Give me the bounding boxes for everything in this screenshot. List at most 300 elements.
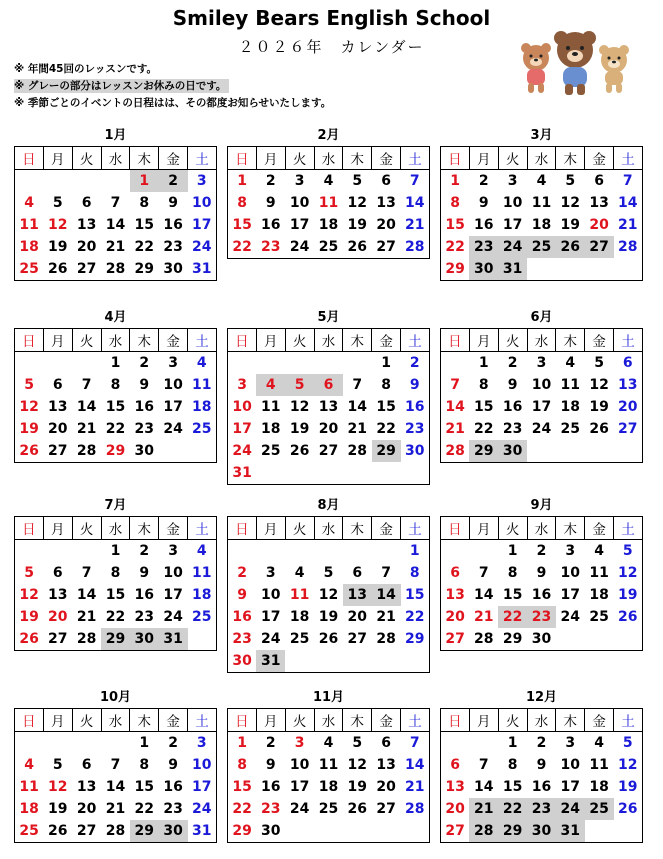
day-cell: 30 [130,628,159,651]
day-cell: 6 [594,173,605,189]
day-cell: 25 [314,236,343,259]
bear-middle-icon [554,31,596,95]
day-cell: 16 [134,587,155,603]
empty-cell [585,440,614,463]
day-cell: 14 [105,217,126,233]
day-cell: 24 [188,236,217,258]
empty-cell [101,170,130,193]
weekday-header: 火 [285,147,314,170]
weekday-header: 水 [527,147,556,170]
weekday-header: 月 [469,517,498,540]
day-cell: 22 [441,236,470,258]
week-row [15,192,217,214]
empty-cell [441,352,470,375]
day-cell: 15 [134,217,155,233]
day-cell: 24 [163,421,183,437]
day-cell: 11 [188,374,217,396]
week-row [15,236,217,258]
day-cell: 12 [15,396,44,418]
week-row [228,628,430,650]
day-cell: 25 [261,443,281,459]
week-row [441,236,643,258]
day-cell: 16 [531,587,552,603]
day-cell: 13 [343,584,372,606]
day-cell: 6 [381,735,392,751]
day-cell: 20 [347,609,368,625]
empty-cell [285,462,314,485]
week-row [441,584,643,606]
day-cell: 23 [527,798,556,820]
weekday-header: 火 [285,709,314,732]
day-cell: 17 [289,217,310,233]
day-cell: 18 [318,779,339,795]
empty-cell [43,540,72,563]
day-cell: 16 [163,217,183,233]
day-cell: 17 [163,587,183,603]
day-cell: 13 [441,776,470,798]
day-cell: 17 [188,214,217,236]
weekday-header: 日 [441,329,470,352]
day-cell: 5 [285,374,314,396]
day-cell: 14 [76,587,97,603]
day-cell: 20 [441,798,470,820]
day-cell: 30 [130,440,159,463]
day-cell: 31 [188,258,217,281]
day-cell: 6 [441,754,470,776]
day-cell: 9 [228,584,257,606]
day-cell: 6 [381,173,392,189]
day-cell: 3 [168,543,179,559]
weekday-header: 日 [15,517,44,540]
day-cell: 20 [376,217,396,233]
weekday-header: 土 [614,709,643,732]
day-cell: 15 [228,214,257,236]
weekday-header: 水 [314,329,343,352]
day-cell: 2 [265,173,276,189]
weekday-header: 木 [130,517,159,540]
empty-cell [401,820,430,843]
day-cell: 31 [256,650,285,673]
day-cell: 30 [527,628,556,651]
day-cell: 4 [594,735,605,751]
day-cell: 10 [502,195,523,211]
week-row [441,192,643,214]
day-cell: 29 [101,440,130,463]
empty-cell [441,540,470,563]
week-row [228,776,430,798]
day-cell: 26 [15,440,44,463]
day-cell: 17 [502,217,523,233]
day-cell: 26 [347,801,368,817]
day-cell: 24 [289,801,310,817]
day-cell: 23 [256,236,285,259]
day-cell: 14 [614,192,643,214]
weekday-header: 日 [228,517,257,540]
day-cell: 25 [15,258,44,281]
day-cell: 27 [585,236,614,258]
month-table [14,516,217,651]
day-cell: 26 [43,820,72,843]
day-cell: 10 [560,757,581,773]
day-cell: 19 [347,217,368,233]
bear-right-icon [599,45,629,93]
day-cell: 11 [589,565,609,581]
day-cell: 22 [134,801,155,817]
day-cell: 25 [188,418,217,440]
month-table [227,146,430,259]
day-cell: 10 [560,565,581,581]
day-cell: 2 [265,735,276,751]
day-cell: 8 [228,754,257,776]
day-cell: 21 [614,214,643,236]
day-cell: 10 [261,587,281,603]
day-cell: 7 [352,377,363,393]
day-cell: 24 [285,236,314,259]
day-cell: 12 [560,195,581,211]
weekday-header: 火 [72,709,101,732]
week-row [441,562,643,584]
day-cell: 20 [48,609,68,625]
day-cell: 16 [261,779,281,795]
day-cell: 18 [188,584,217,606]
day-cell: 14 [347,399,368,415]
day-cell: 13 [48,587,68,603]
weekday-header: 火 [72,147,101,170]
weekday-header: 月 [469,329,498,352]
day-cell: 24 [560,609,581,625]
weekday-header: 金 [585,147,614,170]
month-table [14,146,217,281]
empty-cell [228,540,257,563]
day-cell: 5 [565,173,576,189]
day-cell: 4 [256,374,285,396]
day-cell: 8 [110,377,121,393]
day-cell: 19 [15,606,44,628]
week-row [441,776,643,798]
day-cell: 23 [261,801,281,817]
day-cell: 20 [376,779,396,795]
week-row [228,754,430,776]
week-row [15,396,217,418]
day-cell: 16 [531,779,552,795]
day-cell: 26 [289,443,310,459]
day-cell: 21 [105,239,126,255]
weekday-header: 木 [130,147,159,170]
week-row [228,650,430,673]
month-table [227,516,430,673]
day-cell: 28 [72,628,101,651]
day-cell: 7 [441,374,470,396]
month-calendar [227,308,430,485]
empty-cell [441,732,470,755]
week-row [228,418,430,440]
week-row [228,374,430,396]
weekday-header: 火 [72,517,101,540]
day-cell: 6 [81,757,92,773]
weekday-header: 日 [15,709,44,732]
week-row [15,440,217,463]
day-cell: 5 [352,735,363,751]
weekday-header: 日 [441,709,470,732]
weekday-header: 水 [527,709,556,732]
week-row [228,440,430,462]
weekday-header: 金 [159,517,188,540]
month-label: 9月 [530,498,553,513]
day-cell: 17 [261,609,281,625]
day-cell: 18 [589,587,609,603]
day-cell: 26 [343,236,372,259]
day-cell: 11 [318,195,339,211]
weekday-header: 金 [585,709,614,732]
empty-cell [15,540,44,563]
month-table [440,516,643,651]
day-cell: 16 [474,217,494,233]
day-cell: 5 [352,173,363,189]
empty-cell [401,650,430,673]
empty-cell [314,650,343,673]
day-cell: 1 [381,355,392,371]
week-row [228,170,430,193]
day-cell: 5 [614,732,643,755]
day-cell: 19 [15,418,44,440]
day-cell: 8 [478,377,489,393]
week-row [228,236,430,259]
empty-cell [15,352,44,375]
month-table [14,328,217,463]
week-row [441,540,643,563]
day-cell: 18 [261,421,281,437]
day-cell: 28 [614,236,643,258]
empty-cell [343,540,372,563]
day-cell: 1 [139,735,150,751]
empty-cell [256,462,285,485]
empty-cell [469,732,498,755]
week-row [441,606,643,628]
day-cell: 4 [188,352,217,375]
day-cell: 3 [188,732,217,755]
day-cell: 4 [294,565,305,581]
month-label: 2月 [317,128,340,143]
day-cell: 23 [163,801,183,817]
day-cell: 8 [381,377,392,393]
day-cell: 29 [401,628,430,650]
weekday-header: 金 [372,709,401,732]
weekday-header: 土 [401,517,430,540]
weekday-header: 火 [498,329,527,352]
day-cell: 20 [76,801,97,817]
day-cell: 8 [507,757,518,773]
weekday-header: 金 [372,329,401,352]
day-cell: 11 [560,377,581,393]
month-calendar [227,126,430,259]
month-label: 3月 [530,128,553,143]
day-cell: 10 [289,195,310,211]
day-cell: 19 [614,776,643,798]
day-cell: 16 [401,396,430,418]
empty-cell [188,440,217,463]
day-cell: 7 [110,757,121,773]
day-cell: 14 [401,754,430,776]
weekday-header: 金 [585,329,614,352]
day-cell: 18 [560,399,581,415]
empty-cell [256,540,285,563]
day-cell: 19 [48,801,68,817]
week-row [228,798,430,820]
empty-cell [285,650,314,673]
weekday-header: 土 [614,329,643,352]
notes-list [14,62,331,113]
day-cell: 3 [565,543,576,559]
day-cell: 12 [289,399,310,415]
day-cell: 5 [52,757,63,773]
weekday-header: 土 [188,517,217,540]
weekday-header: 水 [314,709,343,732]
week-row [15,820,217,843]
day-cell: 28 [347,443,368,459]
weekday-header: 月 [256,709,285,732]
day-cell: 30 [401,440,430,462]
day-cell: 22 [105,421,126,437]
weekday-header: 木 [343,147,372,170]
week-row [441,440,643,463]
day-cell: 1 [228,732,257,755]
day-cell: 2 [478,173,489,189]
week-row [441,732,643,755]
day-cell: 18 [318,217,339,233]
day-cell: 27 [347,631,368,647]
day-cell: 11 [289,587,310,603]
week-row [228,192,430,214]
month-table [14,708,217,843]
day-cell: 6 [81,195,92,211]
day-cell: 15 [105,399,126,415]
day-cell: 22 [498,798,527,820]
day-cell: 15 [474,399,494,415]
day-cell: 9 [168,195,179,211]
month-label: 10月 [99,690,132,705]
month-calendar [14,126,217,281]
day-cell: 7 [614,170,643,193]
day-cell: 5 [52,195,63,211]
month-calendar [440,126,643,281]
day-cell: 24 [228,440,257,462]
day-cell: 7 [401,170,430,193]
weekday-header: 火 [498,709,527,732]
day-cell: 21 [347,421,368,437]
week-row [228,396,430,418]
week-row [441,396,643,418]
weekday-header: 水 [314,517,343,540]
empty-cell [372,462,401,485]
weekday-header: 木 [130,329,159,352]
day-cell: 22 [134,239,155,255]
day-cell: 8 [139,757,150,773]
day-cell: 19 [48,239,68,255]
day-cell: 13 [589,195,609,211]
empty-cell [343,462,372,485]
day-cell: 14 [76,399,97,415]
weekday-header: 金 [159,329,188,352]
day-cell: 21 [401,776,430,798]
month-table [440,146,643,281]
day-cell: 28 [469,628,498,651]
day-cell: 28 [401,236,430,259]
week-row [441,754,643,776]
day-cell: 23 [469,236,498,258]
day-cell: 30 [469,258,498,281]
weekday-header: 土 [614,517,643,540]
day-cell: 15 [401,584,430,606]
empty-cell [314,820,343,843]
empty-cell [556,440,585,463]
day-cell: 22 [474,421,494,437]
day-cell: 14 [372,584,401,606]
day-cell: 23 [134,421,155,437]
day-cell: 15 [228,776,257,798]
day-cell: 12 [589,377,609,393]
day-cell: 23 [228,628,257,650]
day-cell: 25 [589,609,609,625]
week-row [15,732,217,755]
day-cell: 4 [323,173,334,189]
day-cell: 24 [531,421,552,437]
day-cell: 3 [507,173,518,189]
weekday-header: 日 [441,517,470,540]
day-cell: 9 [478,195,489,211]
day-cell: 9 [536,565,547,581]
day-cell: 21 [441,418,470,440]
month-calendar [227,688,430,843]
day-cell: 26 [15,628,44,651]
day-cell: 11 [531,195,552,211]
week-row [15,352,217,375]
empty-cell [285,820,314,843]
week-row [228,352,430,375]
day-cell: 10 [163,377,183,393]
day-cell: 2 [159,170,188,193]
day-cell: 30 [498,440,527,463]
day-cell: 25 [560,421,581,437]
empty-cell [285,352,314,375]
empty-cell [372,540,401,563]
day-cell: 22 [401,606,430,628]
month-label: 5月 [317,310,340,325]
day-cell: 12 [318,587,339,603]
empty-cell [15,732,44,755]
empty-cell [343,820,372,843]
month-calendar [440,308,643,463]
day-cell: 17 [531,399,552,415]
weekday-header: 木 [556,517,585,540]
empty-cell [314,462,343,485]
empty-cell [469,540,498,563]
bear-left-icon [521,43,551,93]
day-cell: 29 [498,628,527,651]
day-cell: 6 [52,377,63,393]
week-row [228,584,430,606]
day-cell: 29 [101,628,130,651]
day-cell: 2 [401,352,430,375]
day-cell: 26 [556,236,585,258]
month-table [440,328,643,463]
weekday-header: 土 [401,329,430,352]
day-cell: 16 [261,217,281,233]
weekday-header: 水 [101,517,130,540]
day-cell: 3 [265,565,276,581]
day-cell: 29 [469,440,498,463]
day-cell: 13 [376,757,396,773]
day-cell: 29 [130,820,159,843]
